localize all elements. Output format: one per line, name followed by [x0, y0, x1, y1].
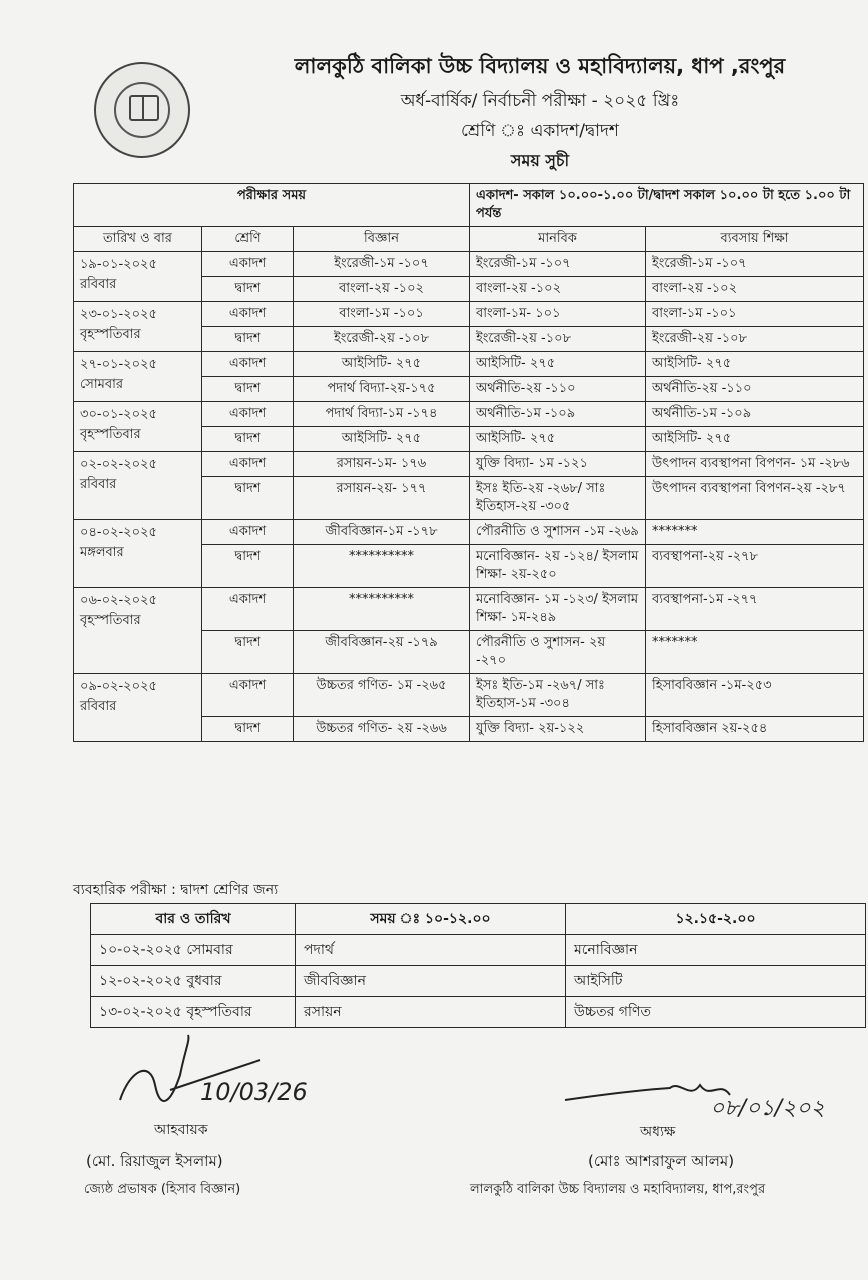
business-cell: ব্যবস্থাপনা-২য় -২৭৮ — [646, 545, 864, 588]
science-cell: ইংরেজী-২য় -১০৮ — [294, 327, 470, 352]
science-cell: আইসিটি- ২৭৫ — [294, 352, 470, 377]
convener-designation: জ্যেষ্ঠ প্রভাষক (হিসাব বিজ্ঞান) — [84, 1182, 241, 1197]
exam-day: রবিবার — [80, 699, 117, 714]
science-cell: বাংলা-১ম -১০১ — [294, 302, 470, 327]
business-cell: ইংরেজী-২য় -১০৮ — [646, 327, 864, 352]
schedule-row — [74, 452, 864, 477]
science-cell: ইংরেজী-১ম -১০৭ — [294, 252, 470, 277]
science-cell: রসায়ন-২য়- ১৭৭ — [294, 477, 470, 520]
class-cell: একাদশ — [202, 674, 294, 717]
humanities-cell: যুক্তি বিদ্যা- ১ম -১২১ — [470, 452, 646, 477]
humanities-cell: মনোবিজ্ঞান- ১ম -১২৩/ ইসলাম শিক্ষা- ১ম-২৪৯ — [470, 588, 646, 631]
science-cell: রসায়ন-১ম- ১৭৬ — [294, 452, 470, 477]
exam-date: ০৬-০২-২০২৫ — [80, 593, 157, 608]
exam-date: ২৭-০১-২০২৫ — [80, 357, 157, 372]
humanities-cell: আইসিটি- ২৭৫ — [470, 352, 646, 377]
practical-exam-title: ব্যবহারিক পরীক্ষা : দ্বাদশ শ্রেণির জন্য — [73, 882, 279, 898]
schedule-row — [74, 674, 864, 717]
humanities-cell: মনোবিজ্ঞান- ২য় -১২৪/ ইসলাম শিক্ষা- ২য়-২৫০ — [470, 545, 646, 588]
business-cell: ব্যবস্থাপনা-১ম -২৭৭ — [646, 588, 864, 631]
practical-subject: জীববিজ্ঞান — [296, 966, 566, 997]
exam-date: ০২-০২-২০২৫ — [80, 457, 157, 472]
humanities-cell: ইসঃ ইতি-২য় -২৬৮/ সাঃ ইতিহাস-২য় -৩০৫ — [470, 477, 646, 520]
science-cell: পদার্থ বিদ্যা-২য়-১৭৫ — [294, 377, 470, 402]
humanities-cell: আইসিটি- ২৭৫ — [470, 427, 646, 452]
humanities-cell: পৌরনীতি ও সুশাসন -১ম -২৬৯ — [470, 520, 646, 545]
exam-date: ২৩-০১-২০২৫ — [80, 307, 157, 322]
exam-day: বৃহস্পতিবার — [80, 427, 141, 442]
schedule-row — [74, 352, 864, 377]
class-cell: দ্বাদশ — [202, 631, 294, 674]
practical-date: ১৩-০২-২০২৫ বৃহস্পতিবার — [91, 997, 296, 1028]
exam-day: রবিবার — [80, 477, 117, 492]
humanities-cell: ইংরেজী-১ম -১০৭ — [470, 252, 646, 277]
business-cell: বাংলা-১ম -১০১ — [646, 302, 864, 327]
practical-row — [91, 966, 866, 997]
date-cell — [74, 402, 202, 452]
business-cell: উৎপাদন ব্যবস্থাপনা বিপণন-২য় -২৮৭ — [646, 477, 864, 520]
business-cell: আইসিটি- ২৭৫ — [646, 352, 864, 377]
humanities-cell: বাংলা-২য় -১০২ — [470, 277, 646, 302]
school-title: লালকুঠি বালিকা উচ্চ বিদ্যালয় ও মহাবিদ্যালয়, ধাপ ,রংপুর — [294, 54, 786, 78]
humanities-cell: ইংরেজী-২য় -১০৮ — [470, 327, 646, 352]
class-cell: একাদশ — [202, 402, 294, 427]
schedule-row — [74, 252, 864, 277]
schedule-row — [74, 520, 864, 545]
column-header: মানবিক — [470, 227, 646, 252]
practical-subject: উচ্চতর গণিত — [566, 997, 866, 1028]
date-cell — [74, 252, 202, 302]
column-header-row — [74, 227, 864, 252]
date-cell — [74, 302, 202, 352]
science-cell: বাংলা-২য় -১০২ — [294, 277, 470, 302]
exam-date: ০৯-০২-২০২৫ — [80, 679, 157, 694]
practical-row — [91, 935, 866, 966]
exam-day: মঙ্গলবার — [80, 545, 124, 560]
humanities-cell: অর্থনীতি-২য় -১১০ — [470, 377, 646, 402]
practical-row — [91, 997, 866, 1028]
science-cell: ********** — [294, 545, 470, 588]
time-row — [74, 184, 864, 227]
class-cell: একাদশ — [202, 588, 294, 631]
principal-signature — [560, 1070, 865, 1130]
exam-day: বৃহস্পতিবার — [80, 327, 141, 342]
science-cell: আইসিটি- ২৭৫ — [294, 427, 470, 452]
date-cell — [74, 352, 202, 402]
class-cell: দ্বাদশ — [202, 545, 294, 588]
class-cell: একাদশ — [202, 252, 294, 277]
practical-exam-table — [90, 903, 866, 1028]
class-cell: দ্বাদশ — [202, 277, 294, 302]
principal-signature-date: ০৮/০১/২০২ — [710, 1096, 825, 1121]
date-cell — [74, 588, 202, 674]
exam-schedule-table — [73, 183, 864, 742]
science-cell: উচ্চতর গণিত- ২য় -২৬৬ — [294, 717, 470, 742]
practical-date: ১০-০২-২০২৫ সোমবার — [91, 935, 296, 966]
business-cell: ******* — [646, 631, 864, 674]
class-cell: দ্বাদশ — [202, 427, 294, 452]
school-seal-icon — [94, 62, 190, 158]
schedule-label: সময় সুচী — [510, 151, 570, 170]
humanities-cell: যুক্তি বিদ্যা- ২য়-১২২ — [470, 717, 646, 742]
practical-subject: রসায়ন — [296, 997, 566, 1028]
humanities-cell: পৌরনীতি ও সুশাসন- ২য় -২৭০ — [470, 631, 646, 674]
practical-header: বার ও তারিখ — [91, 904, 296, 935]
class-cell: দ্বাদশ — [202, 327, 294, 352]
class-cell: দ্বাদশ — [202, 717, 294, 742]
date-cell — [74, 520, 202, 588]
business-cell: অর্থনীতি-২য় -১১০ — [646, 377, 864, 402]
exam-day: সোমবার — [80, 377, 124, 392]
column-header: বিজ্ঞান — [294, 227, 470, 252]
exam-date: ৩০-০১-২০২৫ — [80, 407, 157, 422]
class-cell: একাদশ — [202, 452, 294, 477]
humanities-cell: ইসঃ ইতি-১ম -২৬৭/ সাঃ ইতিহাস-১ম -৩০৪ — [470, 674, 646, 717]
convener-signature-date: 10/03/26 — [200, 1078, 308, 1106]
business-cell: অর্থনীতি-১ম -১০৯ — [646, 402, 864, 427]
exam-title: অর্ধ-বার্ষিক/ নির্বাচনী পরীক্ষা - ২০২৫ খ্রিঃ — [400, 91, 680, 111]
exam-date: ০৪-০২-২০২৫ — [80, 525, 157, 540]
class-cell: একাদশ — [202, 520, 294, 545]
practical-header-row — [91, 904, 866, 935]
principal-designation: লালকুঠি বালিকা উচ্চ বিদ্যালয় ও মহাবিদ্যালয়, ধাপ,রংপুর — [470, 1182, 766, 1197]
business-cell: উৎপাদন ব্যবস্থাপনা বিপণন- ১ম -২৮৬ — [646, 452, 864, 477]
date-cell — [74, 674, 202, 742]
business-cell: ইংরেজী-১ম -১০৭ — [646, 252, 864, 277]
column-header: শ্রেণি — [202, 227, 294, 252]
exam-date: ১৯-০১-২০২৫ — [80, 257, 157, 272]
convener-signature — [110, 1030, 340, 1120]
column-header: তারিখ ও বার — [74, 227, 202, 252]
schedule-row — [74, 588, 864, 631]
class-cell: একাদশ — [202, 302, 294, 327]
practical-header: সময় ঃ ১০-১২.০০ — [296, 904, 566, 935]
business-cell: বাংলা-২য় -১০২ — [646, 277, 864, 302]
practical-header: ১২.১৫-২.০০ — [566, 904, 866, 935]
schedule-row — [74, 402, 864, 427]
science-cell: জীববিজ্ঞান-১ম -১৭৮ — [294, 520, 470, 545]
column-header: ব্যবসায় শিক্ষা — [646, 227, 864, 252]
humanities-cell: অর্থনীতি-১ম -১০৯ — [470, 402, 646, 427]
convener-name: (মো. রিয়াজুল ইসলাম) — [86, 1152, 223, 1170]
humanities-cell: বাংলা-১ম- ১০১ — [470, 302, 646, 327]
convener-role: আহবায়ক — [154, 1122, 208, 1138]
date-cell — [74, 452, 202, 520]
science-cell: উচ্চতর গণিত- ১ম -২৬৫ — [294, 674, 470, 717]
class-cell: দ্বাদশ — [202, 477, 294, 520]
principal-role: অধ্যক্ষ — [640, 1124, 676, 1140]
principal-name: (মোঃ আশরাফুল আলম) — [588, 1152, 735, 1170]
practical-subject: আইসিটি — [566, 966, 866, 997]
exam-time-label: পরীক্ষার সময় — [74, 184, 470, 227]
exam-day: রবিবার — [80, 277, 117, 292]
business-cell: হিসাববিজ্ঞান ২য়-২৫৪ — [646, 717, 864, 742]
class-cell: দ্বাদশ — [202, 377, 294, 402]
practical-date: ১২-০২-২০২৫ বুধবার — [91, 966, 296, 997]
business-cell: হিসাববিজ্ঞান -১ম-২৫৩ — [646, 674, 864, 717]
class-cell: একাদশ — [202, 352, 294, 377]
schedule-row — [74, 302, 864, 327]
class-label: শ্রেণি ঃ একাদশ/দ্বাদশ — [461, 121, 619, 141]
exam-day: বৃহস্পতিবার — [80, 613, 141, 628]
practical-subject: মনোবিজ্ঞান — [566, 935, 866, 966]
science-cell: পদার্থ বিদ্যা-১ম -১৭৪ — [294, 402, 470, 427]
exam-time-value: একাদশ- সকাল ১০.০০-১.০০ টা/দ্বাদশ সকাল ১০.০০ টা হতে ১.০০ টা পর্যন্ত — [470, 184, 864, 227]
business-cell: আইসিটি- ২৭৫ — [646, 427, 864, 452]
business-cell: ******* — [646, 520, 864, 545]
science-cell: ********** — [294, 588, 470, 631]
practical-subject: পদার্থ — [296, 935, 566, 966]
science-cell: জীববিজ্ঞান-২য় -১৭৯ — [294, 631, 470, 674]
